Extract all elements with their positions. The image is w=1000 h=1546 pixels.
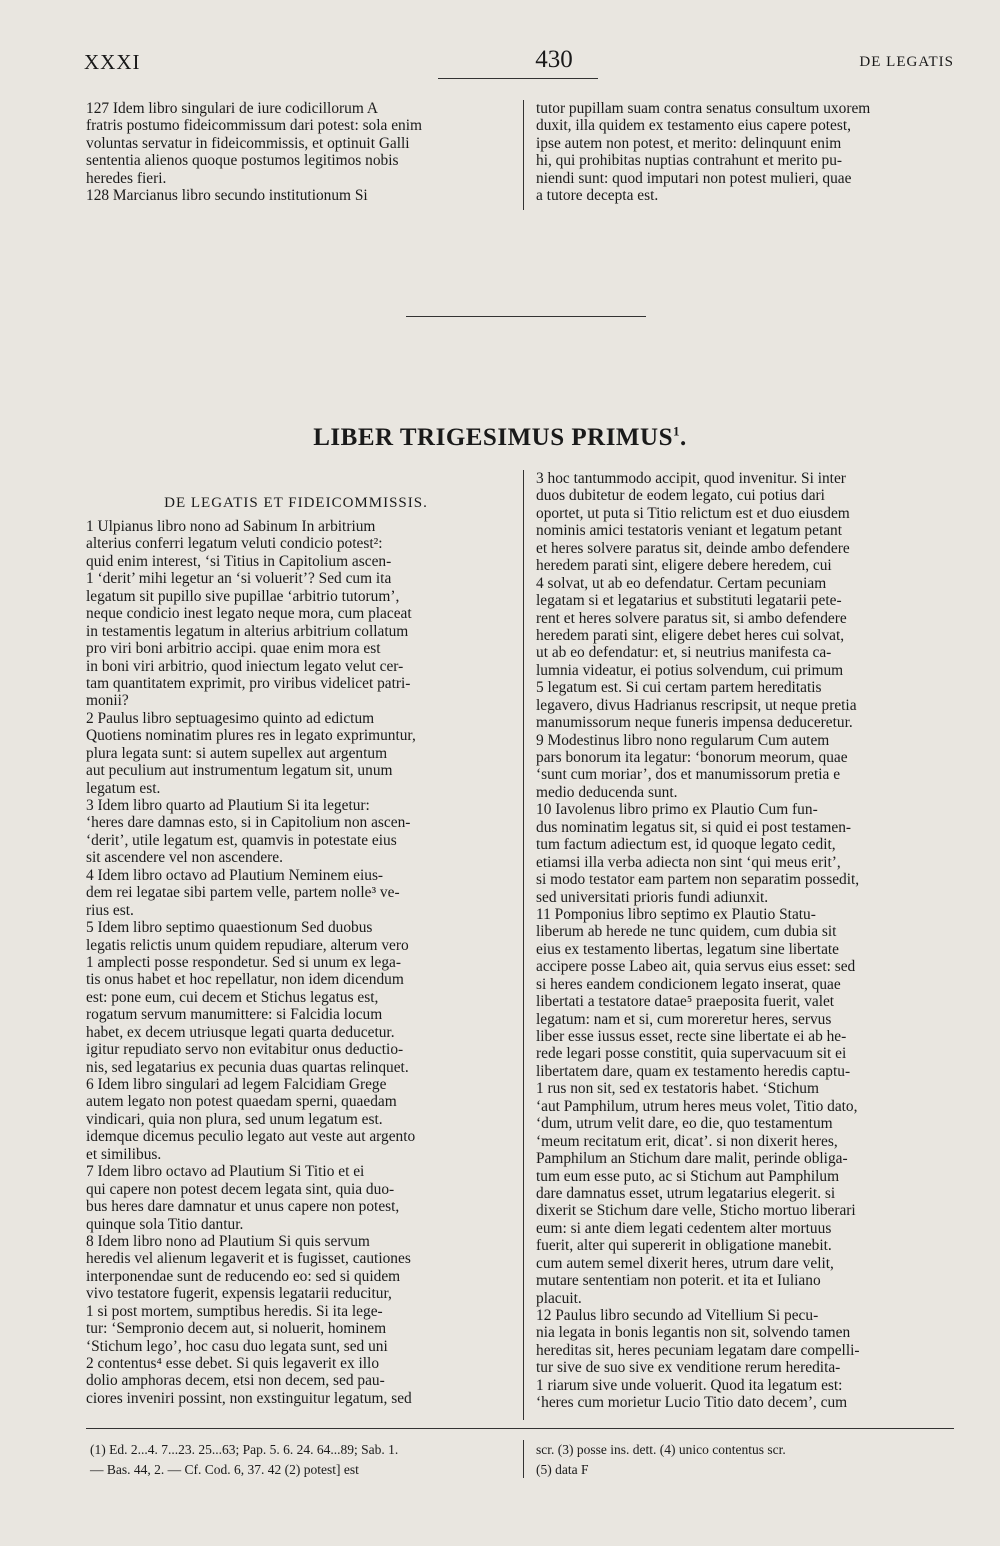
text-line: tur sive de suo sive ex venditione rerum heredita-	[536, 1359, 841, 1377]
text-line: habet, ex decem utriusque legati quarta deducetur.	[86, 1023, 395, 1041]
text-line: Quotiens nominatim plures res in legato exprimuntur,	[86, 727, 416, 745]
text-line: ciores inveniri possint, non exstinguitur legatum, sed	[86, 1389, 412, 1407]
header-rule	[438, 78, 598, 79]
text-line: hi, qui prohibitas nuptias contrahunt et merito pu-	[536, 152, 843, 170]
text-line: igitur repudiato servo non evitabitur onus deductio-	[86, 1041, 404, 1059]
text-line: ‘heres cum morietur Lucio Titio dato decem’, cum	[536, 1394, 848, 1412]
text-line: alterius conferri legatum veluti condicio potest²:	[86, 535, 383, 553]
text-line: ‘Stichum lego’, hoc casu duo legata sunt, sed uni	[86, 1337, 388, 1355]
text-line: fratris postumo fideicommissum dari potest: sola enim	[86, 117, 422, 135]
text-line: tam quantitatem exprimit, pro viribus videlicet patri-	[86, 674, 411, 692]
footnote-left-1: (1) Ed. 2...4. 7...23. 25...63; Pap. 5. 6. 24. 64...89; Sab. 1.	[90, 1442, 399, 1457]
footnote-left-2: — Bas. 44, 2. — Cf. Cod. 6, 37. 42 (2) potest] est	[90, 1462, 359, 1477]
text-line: rede legari posse constitit, quia supervacuum sit ei	[536, 1045, 847, 1063]
book-title-footnote-mark: 1	[672, 423, 680, 439]
text-line: et heres solvere paratus sit, deinde ambo defendere	[536, 539, 850, 557]
text-line: tutor pupillam suam contra senatus consultum uxorem	[536, 100, 871, 117]
text-line: heredis vel alienum legaverit et is fugisset, cautiones	[86, 1250, 411, 1268]
text-line: libertatem dare, quam ex testamento heredis captu-	[536, 1062, 851, 1080]
text-line: legatum: nam et si, cum moreretur heres, servus	[536, 1010, 832, 1028]
text-line: nis, sed legatarius ex pecunia duas quartas relinquet.	[86, 1058, 409, 1076]
footnote-right-1: scr. (3) posse ins. dett. (4) unico contentus scr.	[536, 1442, 786, 1457]
text-line: interponendae sunt de reducendo eo: sed si quidem	[86, 1267, 401, 1285]
text-line: sit ascendere vel non ascendere.	[86, 849, 283, 867]
text-line: legatum sit pupillo sive pupillae ‘arbitrio tutorum’,	[86, 587, 400, 605]
text-line: 128 Marcianus libro secundo institutionum Si	[86, 186, 368, 204]
text-line: eum: si ante diem legati cedentem alter mortuus	[536, 1219, 832, 1237]
text-line: placuit.	[536, 1289, 582, 1307]
text-line: voluntas servatur in fideicommissis, et optinuit Galli	[86, 134, 410, 152]
text-line: 127 Idem libro singulari de iure codicillorum A	[86, 100, 378, 117]
footnote-rule	[86, 1428, 954, 1429]
text-line: qui capere non potest decem legata sint, quia duo-	[86, 1180, 395, 1198]
text-line: rius est.	[86, 901, 134, 919]
text-line: bus heres dare damnatur et unus capere non potest,	[86, 1198, 400, 1216]
text-line: tum factum adiectum est, id quoque legato cedit,	[536, 836, 836, 854]
text-line: oportet, ut puta si Titio relictum est et duo eiusdem	[536, 504, 850, 522]
section-title: DE LEGATIS ET FIDEICOMMISSIS.	[164, 495, 428, 511]
text-line: 1 ‘derit’ mihi legetur an ‘si voluerit’? Sed cum ita	[86, 570, 392, 588]
text-line: vivo testatore fugerit, expensis legatarii reducitur,	[86, 1285, 392, 1303]
text-line: vindicari, quia non plura, sed unum legatum est.	[86, 1110, 383, 1128]
footnote-divider	[523, 1440, 524, 1478]
text-line: lumnia videatur, ei potius solvendum, cui primum	[536, 661, 844, 679]
text-line: dem rei legatae sibi partem velle, partem nolle³ ve-	[86, 884, 400, 902]
text-line: pro viri boni arbitrio accipi. quae enim mora est	[86, 640, 381, 658]
text-line: rogatum servum manumittere: si Falcidia locum	[86, 1006, 383, 1024]
text-line: duos dubitetur de eodem legato, cui potius dari	[536, 487, 825, 505]
text-line: etiamsi illa verba adiecta non sint ‘qui meus erit’,	[536, 853, 841, 871]
text-line: legatum est.	[86, 779, 161, 797]
page-number: 430	[535, 46, 573, 73]
text-line: ‘derit’, utile legatum est, quamvis in potestate eius	[86, 831, 397, 849]
text-line: duxit, illa quidem ex testamento eius capere potest,	[536, 117, 851, 135]
text-line: sed universitati prioris fundi adiunxit.	[536, 888, 769, 906]
top-right-column	[536, 100, 954, 204]
text-line: manumissorum neque funeris impensa deduceretur.	[536, 714, 853, 732]
text-line: heredem parati sint, eligere debet heres cui solvat,	[536, 626, 845, 644]
text-line: 4 solvat, ut ab eo defendatur. Certam pecuniam	[536, 574, 827, 592]
right-column	[536, 470, 954, 1412]
text-line: monii?	[86, 692, 129, 710]
text-line: legatam si et legatarius et substituti legatarii pete-	[536, 592, 842, 610]
text-line: ‘meum recitatum erit, dicat’. si non dixerit heres,	[536, 1132, 838, 1150]
text-line: dus nominatim legatus sit, si quid ei post testamen-	[536, 818, 852, 836]
text-line: est: pone eum, cui decem et Stichus legatus est,	[86, 988, 379, 1006]
text-line: dixerit se Stichum dare velle, Sticho mortuo liberari	[536, 1202, 856, 1220]
header-book-number: XXXI	[84, 50, 141, 74]
text-line: 1 si post mortem, sumptibus heredis. Si ita lege-	[86, 1302, 383, 1320]
text-line: legatis relictis unum quidem repudiare, alterum vero	[86, 936, 409, 954]
text-line: nominis amici testatoris veniant et legatum petant	[536, 522, 843, 540]
text-line: autem legato non potest quaedam sperni, quaedam	[86, 1093, 397, 1111]
text-line: et similibus.	[86, 1145, 162, 1163]
text-line: eius ex testamento libertas, legatum sine libertate	[536, 940, 840, 958]
text-line: 2 Paulus libro septuagesimo quinto ad edictum	[86, 709, 375, 727]
text-line: liberum ab herede ne tunc quidem, cum dubia sit	[536, 923, 837, 941]
text-line: 8 Idem libro nono ad Plautium Si quis servum	[86, 1232, 370, 1250]
text-line: 7 Idem libro octavo ad Plautium Si Titio et ei	[86, 1163, 365, 1181]
text-line: neque condicio inest legato neque mora, cum placeat	[86, 605, 412, 623]
text-line: medio deducenda sunt.	[536, 783, 678, 801]
text-line: 2 contentus⁴ esse debet. Si quis legaverit ex illo	[86, 1355, 380, 1372]
text-line: 9 Modestinus libro nono regularum Cum autem	[536, 731, 830, 749]
text-line: pars bonorum ita legatur: ‘bonorum meorum, quae	[536, 749, 848, 766]
text-line: aut peculium aut instrumentum legatum sit, unum	[86, 762, 393, 780]
text-line: 5 legatum est. Si cui certam partem hereditatis	[536, 679, 822, 697]
text-line: ‘heres dare damnas esto, si in Capitolium non ascen-	[86, 814, 411, 832]
book-title: LIBER TRIGESIMUS PRIMUS$^1$.	[313, 423, 687, 451]
text-line: ‘sunt cum moriar’, dos et manumissorum pretia e	[536, 766, 841, 784]
text-line: niendi sunt: quod imputari non potest mulieri, quae	[536, 169, 852, 187]
column-divider-top	[523, 100, 524, 210]
text-line: 4 Idem libro octavo ad Plautium Neminem eius-	[86, 866, 384, 884]
text-line: sententia alienos quoque postumos legitimos nobis	[86, 152, 399, 170]
text-line: 11 Pomponius libro septimo ex Plautio Statu-	[536, 905, 816, 923]
book-title-text: LIBER TRIGESIMUS PRIMUS	[313, 424, 673, 451]
text-line: in testamentis legatum in alterius arbitrium collatum	[86, 622, 409, 640]
text-line: 6 Idem libro singulari ad legem Falcidiam Grege	[86, 1076, 387, 1093]
text-line: ut ab eo defendatur: et, si neutrius manifesta ca-	[536, 644, 832, 662]
text-line: ipse autem non potest, et merito: delinquunt enim	[536, 134, 842, 152]
header-title: DE LEGATIS	[859, 54, 954, 70]
text-line: cum autem semel dixerit heres, utrum dare velit,	[536, 1254, 834, 1272]
text-line: dare damnatus esset, utrum legatarius elegerit. si	[536, 1184, 836, 1202]
text-line: idemque dicemus peculio legato aut veste aut argento	[86, 1128, 416, 1146]
text-line: 3 Idem libro quarto ad Plautium Si ita legetur:	[86, 797, 370, 814]
text-line: 3 hoc tantummodo accipit, quod invenitur. Si inter	[536, 470, 846, 487]
text-line: quinque sola Titio dantur.	[86, 1215, 244, 1233]
column-divider-main	[523, 470, 524, 1420]
text-line: ‘aut Pamphilum, utrum heres meus volet, Titio dato,	[536, 1097, 858, 1115]
text-line: quid enim interest, ‘si Titius in Capitolium ascen-	[86, 552, 392, 570]
text-line: 1 rus non sit, sed ex testatoris habet. ‘Stichum	[536, 1080, 819, 1098]
text-line: nia legata in bonis legantis non sit, solvendo tamen	[536, 1324, 851, 1342]
text-line: rent et heres solvere paratus sit, si ambo defendere	[536, 609, 847, 627]
text-line: si heres eandem condicionem legato inserat, quae	[536, 975, 841, 993]
text-line: 5 Idem libro septimo quaestionum Sed duobus	[86, 919, 373, 937]
text-line: tum eum esse puto, ac si Stichum aut Pamphilum	[536, 1167, 840, 1185]
text-line: 1 Ulpianus libro nono ad Sabinum In arbitrium	[86, 518, 376, 535]
text-line: accipere posse Labeo ait, quia servus eius esset: sed	[536, 958, 856, 976]
text-line: 1 riarum sive unde voluerit. Quod ita legatum est:	[536, 1376, 843, 1394]
text-line: legavero, divus Hadrianus rescripsit, ut neque pretia	[536, 696, 857, 714]
text-line: heredem parati sint, eligere debere heredem, cui	[536, 557, 832, 575]
text-line: hereditas sit, heres pecuniam legatam dare compelli-	[536, 1341, 860, 1359]
text-line: 1 amplecti posse respondetur. Sed si unum ex lega-	[86, 953, 402, 971]
text-line: tis onus habet et hoc repellatur, non idem dicendum	[86, 971, 404, 989]
left-column	[86, 518, 512, 1407]
text-line: si modo testator eam partem non separatim possedit,	[536, 871, 860, 889]
text-line: heredes fieri.	[86, 169, 167, 187]
text-line: libertati a testatore datae⁵ praeposita fuerit, valet	[536, 993, 835, 1011]
text-line: 12 Paulus libro secundo ad Vitellium Si pecu-	[536, 1307, 819, 1324]
text-line: fuerit, alter qui supererit in obligatione manebit.	[536, 1237, 832, 1255]
text-line: ‘dum, utrum velit dare, eo die, quo testamentum	[536, 1115, 833, 1133]
text-line: Pamphilum an Stichum dare malit, perinde obliga-	[536, 1150, 848, 1168]
text-line: dolio amphoras decem, etsi non decem, sed pau-	[86, 1372, 385, 1390]
text-line: mutare sententiam non poterit. et ita et Iuliano	[536, 1272, 821, 1290]
text-line: tur: ‘Sempronio decem aut, si noluerit, hominem	[86, 1320, 387, 1338]
text-line: plura legata sunt: si autem supellex aut argentum	[86, 744, 388, 762]
running-header	[84, 48, 954, 82]
text-line: liber esse iussus esset, recte sine libertate ei ab he-	[536, 1028, 847, 1045]
text-line: a tutore decepta est.	[536, 186, 659, 204]
footnote-right-2: (5) data F	[536, 1462, 589, 1477]
section-rule	[406, 316, 646, 317]
text-line: in boni viri arbitrio, quod iniectum legato velut cer-	[86, 657, 404, 675]
top-left-column	[86, 100, 512, 204]
text-line: 10 Iavolenus libro primo ex Plautio Cum fun-	[536, 801, 818, 819]
